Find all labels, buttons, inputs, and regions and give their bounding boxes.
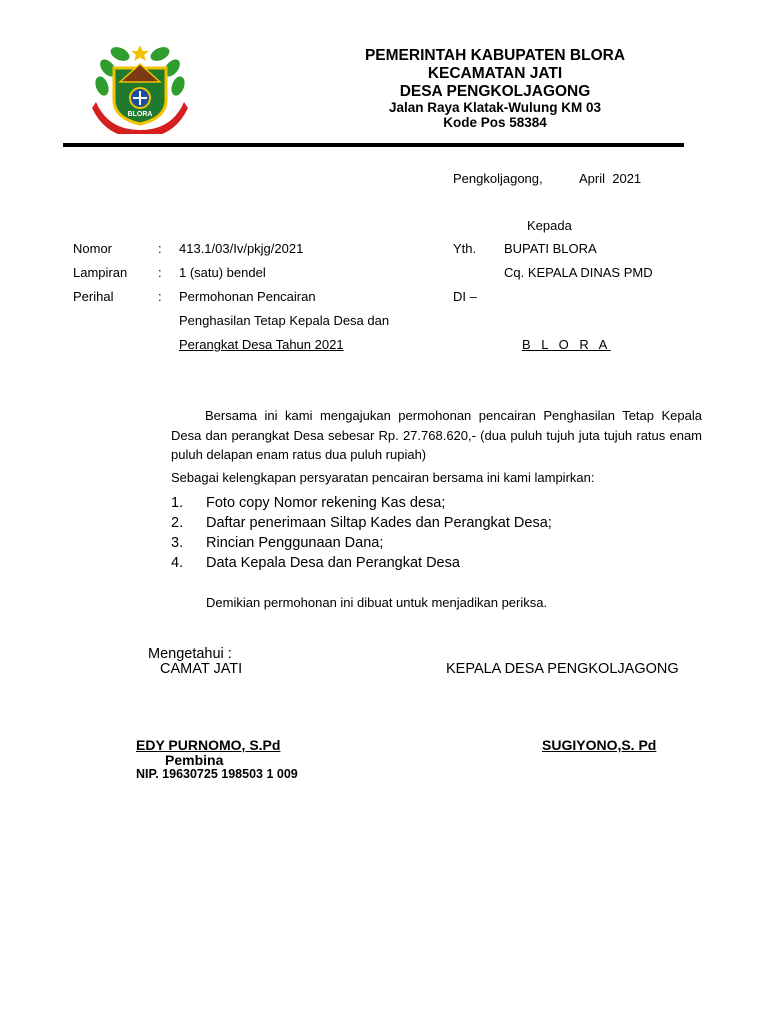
perihal-colon: : — [158, 289, 162, 304]
list-item-number: 2. — [171, 515, 184, 531]
header-postcode: Kode Pos 58384 — [443, 115, 547, 130]
recipient-di: DI – — [453, 289, 477, 304]
nomor-colon: : — [158, 241, 162, 256]
recipient-city: B L O R A — [522, 337, 611, 352]
perihal-line-1: Permohonan Pencairan — [179, 289, 316, 304]
letter-date: April 2021 — [579, 171, 642, 186]
list-item-number: 3. — [171, 535, 184, 551]
perihal-label: Perihal — [73, 289, 114, 304]
header-village-line: DESA PENGKOLJAGONG — [399, 83, 591, 100]
svg-text:BLORA: BLORA — [127, 111, 153, 118]
list-item — [171, 495, 445, 511]
perihal-line-2: Penghasilan Tetap Kepala Desa dan — [179, 313, 390, 328]
lampiran-value: 1 (satu) bendel — [179, 265, 266, 280]
list-item-text: Rincian Penggunaan Dana; — [206, 535, 384, 551]
list-item-text: Foto copy Nomor rekening Kas desa; — [206, 495, 446, 511]
nomor-value: 413.1/03/Iv/pkjg/2021 — [179, 241, 304, 256]
recipient-kepada: Kepada — [527, 218, 572, 233]
body-paragraph-1: Bersama ini kami mengajukan permohonan pencairan Penghasilan Tetap Kepala Desa dan perangkat Desa sebesar Rp. 27.768.620,- (dua puluh tujuh juta tujuh ratus enam puluh delapan enam ratus dua puluh rupiah) — [171, 408, 702, 462]
list-item-text: Data Kepala Desa dan Perangkat Desa — [206, 555, 460, 571]
header-government-line: PEMERINTAH KABUPATEN BLORA — [364, 47, 626, 64]
list-item — [171, 555, 460, 571]
header-address: Jalan Raya Klatak-Wulung KM 03 — [388, 100, 602, 115]
perihal-line-3: Perangkat Desa Tahun 2021 — [179, 337, 344, 352]
mengetahui-label: Mengetahui : — [148, 646, 232, 662]
list-item — [171, 535, 383, 551]
blora-regency-logo — [88, 42, 192, 134]
recipient-name: BUPATI BLORA — [504, 241, 597, 256]
list-item — [171, 515, 552, 531]
recipient-cq: Cq. KEPALA DINAS PMD — [504, 265, 653, 280]
nomor-label: Nomor — [73, 241, 113, 256]
kepala-desa-title: KEPALA DESA PENGKOLJAGONG — [446, 661, 679, 677]
list-item-text: Daftar penerimaan Siltap Kades dan Perangkat Desa; — [206, 515, 552, 531]
kepala-desa-name: SUGIYONO,S. Pd — [542, 737, 657, 753]
body-paragraph-2: Sebagai kelengkapan persyaratan pencairan bersama ini kami lampirkan: — [171, 470, 595, 485]
lampiran-colon: : — [158, 265, 162, 280]
recipient-yth: Yth. — [453, 241, 477, 256]
camat-nip: NIP. 19630725 198503 1 009 — [136, 767, 298, 781]
camat-name: EDY PURNOMO, S.Pd — [136, 737, 281, 753]
list-item-number: 1. — [171, 495, 184, 511]
closing-sentence: Demikian permohonan ini dibuat untuk menjadikan periksa. — [206, 595, 548, 610]
header-divider — [63, 143, 684, 147]
list-item-number: 4. — [171, 555, 184, 571]
letter-place: Pengkoljagong, — [453, 171, 543, 186]
camat-title: CAMAT JATI — [160, 661, 243, 677]
lampiran-label: Lampiran — [73, 265, 128, 280]
header-district-line: KECAMATAN JATI — [427, 65, 563, 82]
camat-rank: Pembina — [165, 752, 224, 768]
